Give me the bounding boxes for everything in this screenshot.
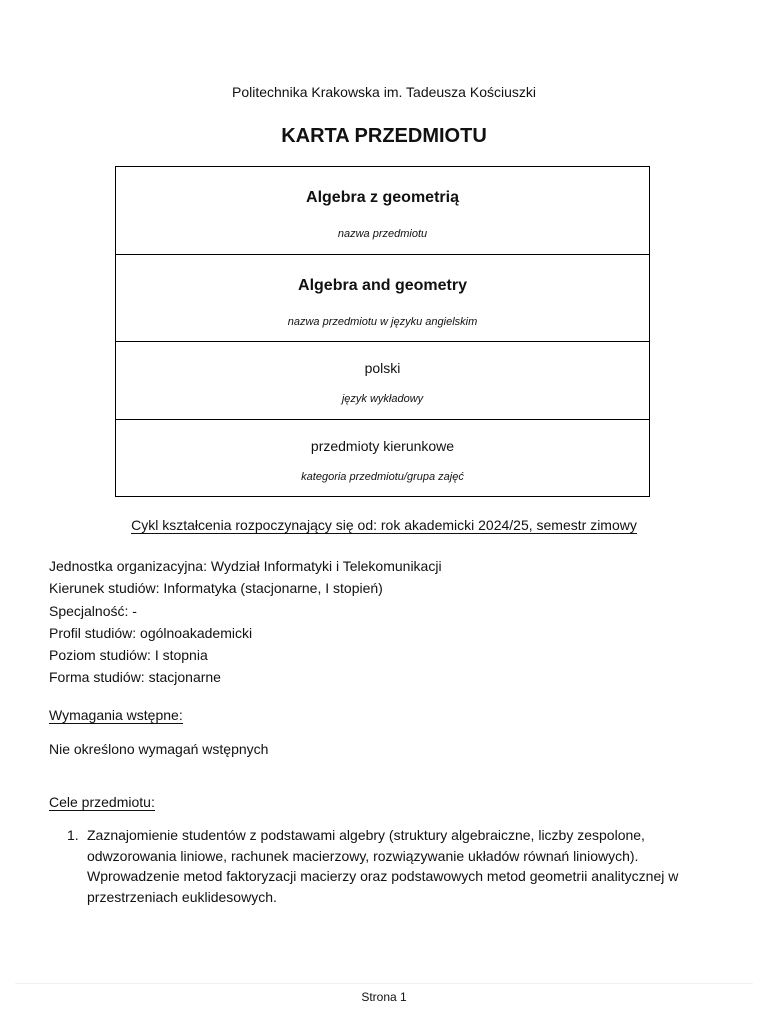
goal-number: 1. xyxy=(67,827,79,843)
list-item: Profil studiów: ogólnoakademicki xyxy=(49,624,253,641)
goals-heading xyxy=(49,793,155,811)
language-row xyxy=(116,341,649,419)
course-name-row xyxy=(116,167,649,254)
course-name-en-row xyxy=(116,254,649,341)
list-item: Kierunek studiów: Informatyka (stacjonarne, I stopień) xyxy=(49,580,383,597)
course-name-caption: nazwa przedmiotu xyxy=(337,228,428,240)
course-name: Algebra z geometrią xyxy=(306,189,459,206)
education-cycle xyxy=(0,516,768,534)
goal-text: Zaznajomienie studentów z podstawami algebry (struktury algebraiczne, liczby zespolone, odwzorowania liniowe, rachunek macierzowy, rozwiązywanie układów równań liniowych). Wprowadzenie metod faktoryzacji macierzy oraz podstawowych metod geometrii analitycznej w przestrzeniach euklidesowych. xyxy=(87,827,679,905)
list-item: Poziom studiów: I stopnia xyxy=(49,647,208,664)
requirements-heading xyxy=(49,706,183,724)
requirements-text: Nie określono wymagań wstępnych xyxy=(49,741,269,757)
goals-heading-text: Cele przedmiotu: xyxy=(49,794,155,810)
university-name: Politechnika Krakowska im. Tadeusza Kościuszki xyxy=(232,84,536,100)
lecture-language: polski xyxy=(364,360,401,376)
study-details-list xyxy=(49,555,729,689)
goals-list xyxy=(49,825,714,907)
list-item: Jednostka organizacyjna: Wydział Informatyki i Telekomunikacji xyxy=(49,558,442,574)
course-name-en: Algebra and geometry xyxy=(298,277,467,294)
course-info-table xyxy=(115,166,650,497)
lecture-language-caption: język wykładowy xyxy=(341,393,424,405)
list-item xyxy=(49,825,714,907)
list-item: Forma studiów: stacjonarne xyxy=(49,669,221,686)
course-name-en-caption: nazwa przedmiotu w języku angielskim xyxy=(287,316,478,328)
requirements-heading-text: Wymagania wstępne: xyxy=(49,707,183,723)
footer-divider xyxy=(15,983,753,984)
category-row xyxy=(116,419,649,496)
page-number: Strona 1 xyxy=(361,990,407,1004)
course-category: przedmioty kierunkowe xyxy=(310,438,455,454)
course-category-caption: kategoria przedmiotu/grupa zajęć xyxy=(301,471,464,483)
education-cycle-text: Cykl kształcenia rozpoczynający się od: rok akademicki 2024/25, semestr zimowy xyxy=(131,517,637,533)
document-title: KARTA PRZEDMIOTU xyxy=(281,125,487,147)
list-item: Specjalność: - xyxy=(49,602,137,619)
